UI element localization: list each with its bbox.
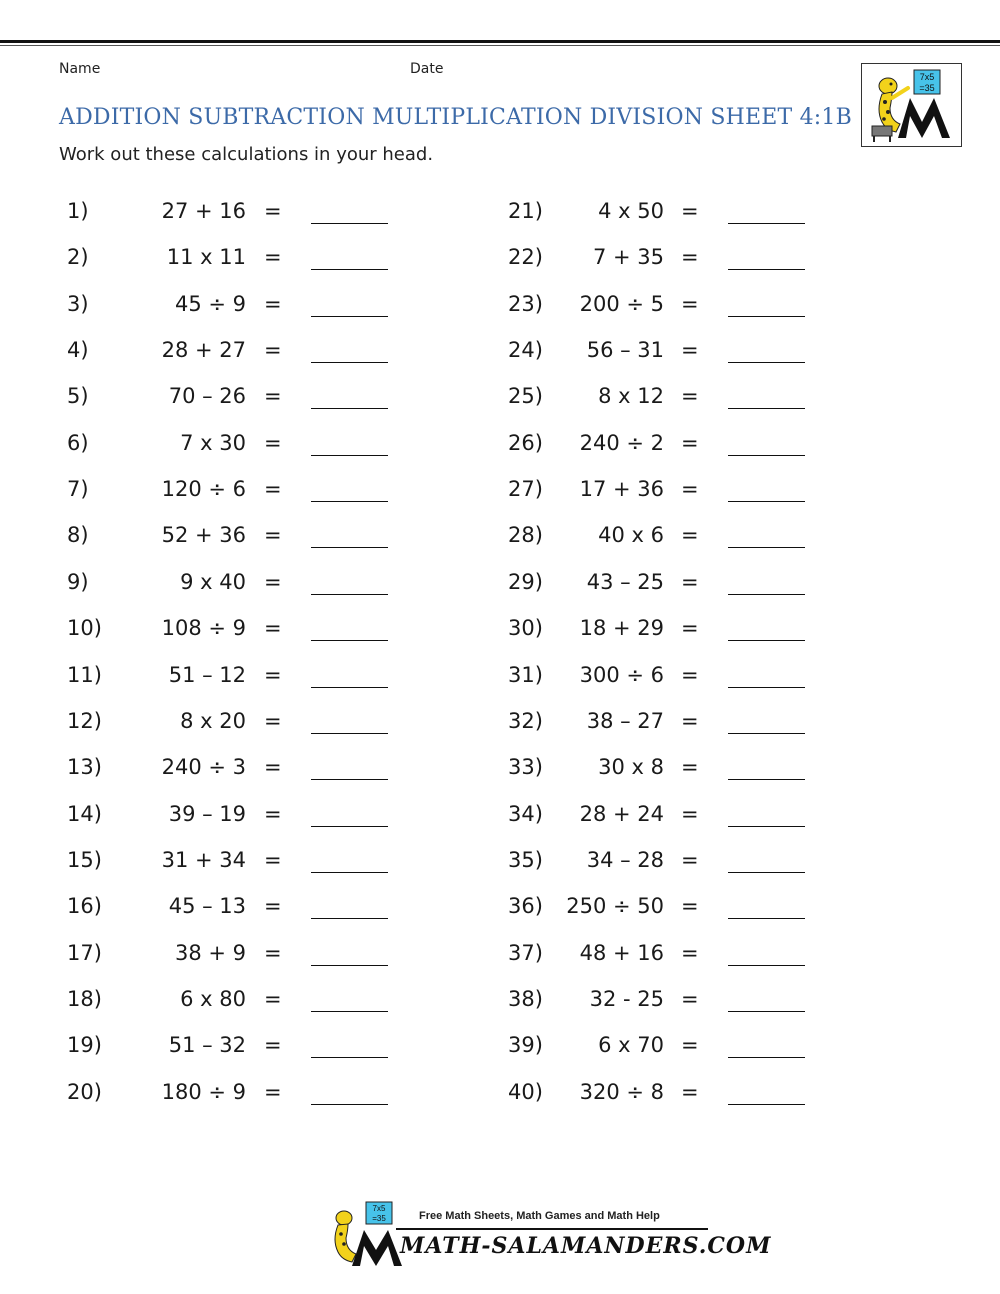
question-number: 22) xyxy=(508,245,543,270)
question-row xyxy=(508,894,808,928)
question-row xyxy=(508,199,808,233)
answer-blank[interactable] xyxy=(311,779,388,780)
question-row xyxy=(67,848,397,882)
question-row xyxy=(508,848,808,882)
question-row xyxy=(67,292,397,326)
answer-blank[interactable] xyxy=(311,547,388,548)
equals-sign: = xyxy=(681,894,699,919)
question-row xyxy=(508,755,808,789)
answer-blank[interactable] xyxy=(728,501,805,502)
question-number: 30) xyxy=(508,616,543,641)
question-expression: 52 + 36 xyxy=(161,523,246,548)
question-expression: 11 x 11 xyxy=(166,245,246,270)
question-expression: 32 - 25 xyxy=(589,986,664,1011)
answer-blank[interactable] xyxy=(728,872,805,873)
question-expression: 27 + 16 xyxy=(161,199,246,223)
answer-blank[interactable] xyxy=(311,826,388,827)
equals-sign: = xyxy=(681,940,699,965)
equals-sign: = xyxy=(264,755,282,780)
question-number: 2) xyxy=(67,245,89,270)
question-expression: 70 – 26 xyxy=(168,384,246,409)
answer-blank[interactable] xyxy=(728,779,805,780)
question-row xyxy=(508,523,808,557)
equals-sign: = xyxy=(681,662,699,687)
answer-blank[interactable] xyxy=(311,408,388,409)
question-row xyxy=(508,1080,808,1114)
equals-sign: = xyxy=(264,940,282,965)
answer-blank[interactable] xyxy=(728,826,805,827)
question-expression: 8 x 20 xyxy=(180,708,246,733)
answer-blank[interactable] xyxy=(311,733,388,734)
question-expression: 40 x 6 xyxy=(598,523,664,548)
answer-blank[interactable] xyxy=(311,965,388,966)
answer-blank[interactable] xyxy=(728,223,805,224)
equals-sign: = xyxy=(264,801,282,826)
equals-sign: = xyxy=(264,986,282,1011)
equals-sign: = xyxy=(264,477,282,502)
worksheet-title: ADDITION SUBTRACTION MULTIPLICATION DIVISION SHEET 4:1B xyxy=(59,105,852,130)
question-row xyxy=(67,431,397,465)
question-row xyxy=(508,941,808,975)
logo-box xyxy=(861,63,962,147)
question-row xyxy=(67,570,397,604)
question-row xyxy=(67,384,397,418)
answer-blank[interactable] xyxy=(728,640,805,641)
question-expression: 8 x 12 xyxy=(598,384,664,409)
equals-sign: = xyxy=(681,801,699,826)
equals-sign: = xyxy=(264,430,282,455)
question-number: 13) xyxy=(67,755,102,780)
equals-sign: = xyxy=(264,662,282,687)
equals-sign: = xyxy=(681,338,699,363)
answer-blank[interactable] xyxy=(728,1104,805,1105)
equals-sign: = xyxy=(264,338,282,363)
svg-text:=35: =35 xyxy=(919,83,935,93)
question-row xyxy=(67,477,397,511)
equals-sign: = xyxy=(264,708,282,733)
question-row xyxy=(67,245,397,279)
question-number: 39) xyxy=(508,1033,543,1058)
question-number: 38) xyxy=(508,986,543,1011)
question-expression: 34 – 28 xyxy=(586,847,664,872)
question-number: 11) xyxy=(67,662,102,687)
question-number: 1) xyxy=(67,199,89,223)
question-number: 35) xyxy=(508,847,543,872)
answer-blank[interactable] xyxy=(728,918,805,919)
answer-blank[interactable] xyxy=(311,316,388,317)
footer-rule xyxy=(396,1228,708,1230)
question-number: 26) xyxy=(508,430,543,455)
question-expression: 6 x 70 xyxy=(598,1033,664,1058)
answer-blank[interactable] xyxy=(728,733,805,734)
answer-blank[interactable] xyxy=(311,362,388,363)
equals-sign: = xyxy=(681,1033,699,1058)
question-expression: 28 + 27 xyxy=(161,338,246,363)
question-number: 23) xyxy=(508,291,543,316)
question-number: 15) xyxy=(67,847,102,872)
question-expression: 240 ÷ 3 xyxy=(161,755,246,780)
question-row xyxy=(67,616,397,650)
equals-sign: = xyxy=(681,847,699,872)
equals-sign: = xyxy=(681,569,699,594)
question-number: 18) xyxy=(67,986,102,1011)
question-row xyxy=(67,802,397,836)
question-row xyxy=(67,709,397,743)
top-rule-thin xyxy=(0,45,1000,46)
question-row xyxy=(67,1033,397,1067)
question-expression: 43 – 25 xyxy=(586,569,664,594)
equals-sign: = xyxy=(264,245,282,270)
question-expression: 30 x 8 xyxy=(598,755,664,780)
equals-sign: = xyxy=(264,1033,282,1058)
answer-blank[interactable] xyxy=(728,1057,805,1058)
question-number: 27) xyxy=(508,477,543,502)
svg-text:7x5: 7x5 xyxy=(919,72,935,82)
equals-sign: = xyxy=(264,1079,282,1104)
top-rule xyxy=(0,40,1000,43)
question-expression: 320 ÷ 8 xyxy=(579,1079,664,1104)
answer-blank[interactable] xyxy=(311,918,388,919)
answer-blank[interactable] xyxy=(728,965,805,966)
equals-sign: = xyxy=(264,291,282,316)
date-label: Date xyxy=(410,61,444,77)
question-number: 8) xyxy=(67,523,89,548)
question-expression: 17 + 36 xyxy=(579,477,664,502)
footer-site-name: MATH-SALAMANDERS.COM xyxy=(400,1233,772,1259)
question-expression: 18 + 29 xyxy=(579,616,664,641)
answer-blank[interactable] xyxy=(728,1011,805,1012)
question-expression: 39 – 19 xyxy=(168,801,246,826)
svg-text:7x5: 7x5 xyxy=(372,1204,386,1213)
answer-blank[interactable] xyxy=(728,408,805,409)
question-expression: 120 ÷ 6 xyxy=(161,477,246,502)
equals-sign: = xyxy=(681,430,699,455)
question-row xyxy=(508,616,808,650)
question-expression: 180 ÷ 9 xyxy=(161,1079,246,1104)
question-number: 7) xyxy=(67,477,89,502)
equals-sign: = xyxy=(681,755,699,780)
question-row xyxy=(508,570,808,604)
equals-sign: = xyxy=(681,199,699,223)
answer-blank[interactable] xyxy=(311,1011,388,1012)
question-expression: 31 + 34 xyxy=(161,847,246,872)
answer-blank[interactable] xyxy=(728,316,805,317)
question-row xyxy=(67,1080,397,1114)
equals-sign: = xyxy=(264,894,282,919)
footer-salamander-icon xyxy=(326,1200,406,1270)
question-expression: 45 – 13 xyxy=(168,894,246,919)
question-expression: 45 ÷ 9 xyxy=(174,291,246,316)
question-row xyxy=(67,987,397,1021)
question-expression: 6 x 80 xyxy=(180,986,246,1011)
question-row xyxy=(508,709,808,743)
question-number: 3) xyxy=(67,291,89,316)
equals-sign: = xyxy=(681,291,699,316)
answer-blank[interactable] xyxy=(311,269,388,270)
question-number: 14) xyxy=(67,801,102,826)
question-number: 34) xyxy=(508,801,543,826)
question-expression: 240 ÷ 2 xyxy=(579,430,664,455)
question-number: 16) xyxy=(67,894,102,919)
question-expression: 48 + 16 xyxy=(579,940,664,965)
answer-blank[interactable] xyxy=(728,455,805,456)
salamander-logo-icon xyxy=(862,64,961,146)
svg-text:=35: =35 xyxy=(372,1214,386,1223)
question-expression: 200 ÷ 5 xyxy=(579,291,664,316)
question-row xyxy=(508,431,808,465)
equals-sign: = xyxy=(681,708,699,733)
question-row xyxy=(67,338,397,372)
question-row xyxy=(67,199,397,233)
equals-sign: = xyxy=(681,384,699,409)
answer-blank[interactable] xyxy=(311,455,388,456)
question-expression: 9 x 40 xyxy=(180,569,246,594)
question-expression: 7 x 30 xyxy=(180,430,246,455)
answer-blank[interactable] xyxy=(728,547,805,548)
equals-sign: = xyxy=(681,616,699,641)
question-number: 28) xyxy=(508,523,543,548)
equals-sign: = xyxy=(681,986,699,1011)
equals-sign: = xyxy=(681,1079,699,1104)
equals-sign: = xyxy=(264,616,282,641)
question-row xyxy=(67,663,397,697)
equals-sign: = xyxy=(264,569,282,594)
equals-sign: = xyxy=(681,523,699,548)
question-row xyxy=(508,384,808,418)
question-expression: 56 – 31 xyxy=(586,338,664,363)
question-row xyxy=(508,245,808,279)
name-label: Name xyxy=(59,61,101,77)
answer-blank[interactable] xyxy=(311,594,388,595)
question-number: 33) xyxy=(508,755,543,780)
question-number: 9) xyxy=(67,569,89,594)
question-row xyxy=(508,987,808,1021)
question-expression: 108 ÷ 9 xyxy=(161,616,246,641)
question-expression: 38 – 27 xyxy=(586,708,664,733)
question-number: 19) xyxy=(67,1033,102,1058)
question-row xyxy=(67,755,397,789)
answer-blank[interactable] xyxy=(311,1057,388,1058)
question-number: 21) xyxy=(508,199,543,223)
question-number: 6) xyxy=(67,430,89,455)
equals-sign: = xyxy=(264,384,282,409)
equals-sign: = xyxy=(681,245,699,270)
question-row xyxy=(508,338,808,372)
question-row xyxy=(508,292,808,326)
question-number: 20) xyxy=(67,1079,102,1104)
question-expression: 250 ÷ 50 xyxy=(566,894,664,919)
question-expression: 51 – 12 xyxy=(168,662,246,687)
equals-sign: = xyxy=(264,199,282,223)
question-row xyxy=(508,663,808,697)
question-number: 12) xyxy=(67,708,102,733)
question-expression: 300 ÷ 6 xyxy=(579,662,664,687)
question-row xyxy=(67,523,397,557)
answer-blank[interactable] xyxy=(311,687,388,688)
question-row xyxy=(508,802,808,836)
answer-blank[interactable] xyxy=(311,1104,388,1105)
question-number: 32) xyxy=(508,708,543,733)
answer-blank[interactable] xyxy=(728,362,805,363)
question-number: 40) xyxy=(508,1079,543,1104)
question-number: 4) xyxy=(67,338,89,363)
question-number: 36) xyxy=(508,894,543,919)
answer-blank[interactable] xyxy=(728,687,805,688)
instructions: Work out these calculations in your head. xyxy=(59,144,434,165)
question-expression: 7 + 35 xyxy=(592,245,664,270)
question-expression: 4 x 50 xyxy=(598,199,664,223)
answer-blank[interactable] xyxy=(311,872,388,873)
answer-blank[interactable] xyxy=(311,501,388,502)
equals-sign: = xyxy=(681,477,699,502)
question-expression: 38 + 9 xyxy=(174,940,246,965)
question-number: 37) xyxy=(508,940,543,965)
question-number: 10) xyxy=(67,616,102,641)
answer-blank[interactable] xyxy=(728,594,805,595)
question-expression: 28 + 24 xyxy=(579,801,664,826)
question-number: 25) xyxy=(508,384,543,409)
equals-sign: = xyxy=(264,523,282,548)
question-number: 31) xyxy=(508,662,543,687)
footer-tagline: Free Math Sheets, Math Games and Math Help xyxy=(419,1210,660,1222)
question-expression: 51 – 32 xyxy=(168,1033,246,1058)
question-number: 5) xyxy=(67,384,89,409)
answer-blank[interactable] xyxy=(728,269,805,270)
question-row xyxy=(67,941,397,975)
answer-blank[interactable] xyxy=(311,223,388,224)
question-number: 17) xyxy=(67,940,102,965)
question-number: 24) xyxy=(508,338,543,363)
question-number: 29) xyxy=(508,569,543,594)
equals-sign: = xyxy=(264,847,282,872)
question-row xyxy=(508,1033,808,1067)
question-row xyxy=(508,477,808,511)
answer-blank[interactable] xyxy=(311,640,388,641)
question-row xyxy=(67,894,397,928)
